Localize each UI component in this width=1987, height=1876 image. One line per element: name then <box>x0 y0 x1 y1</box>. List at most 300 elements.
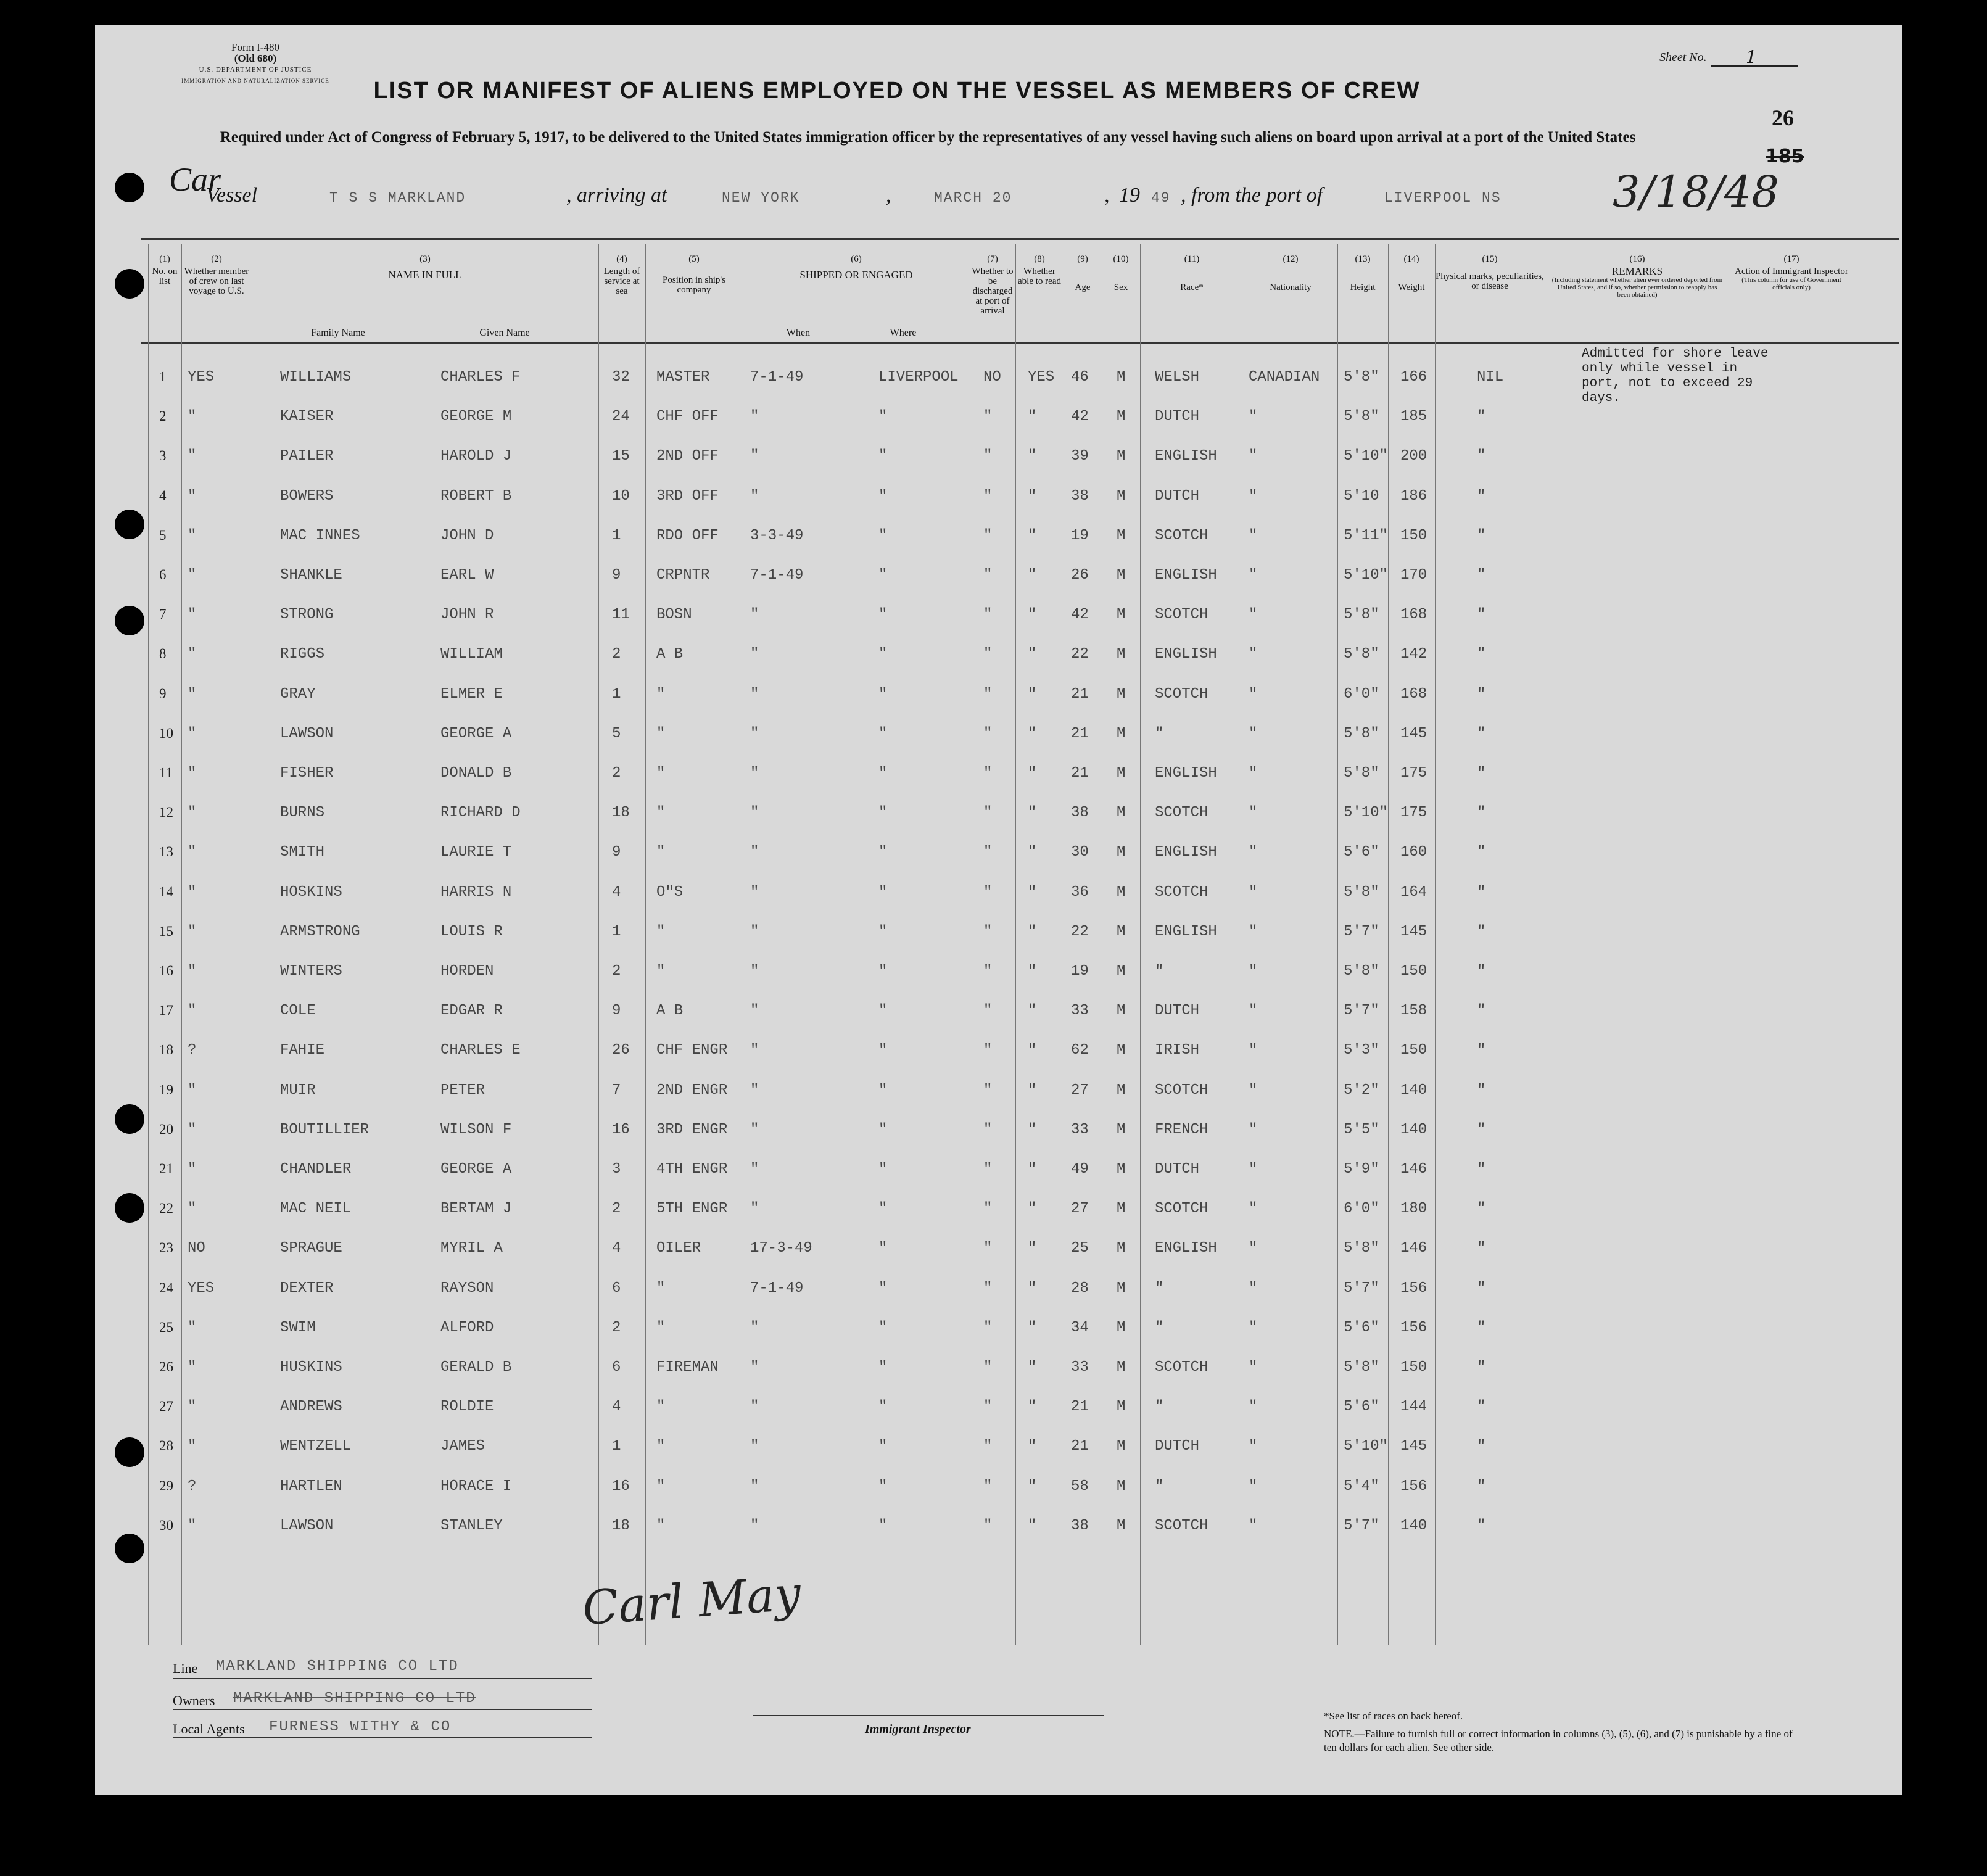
cell-nat: " <box>1249 408 1258 426</box>
cell-crew: " <box>188 1121 197 1138</box>
cell-position: " <box>656 1438 666 1455</box>
cell-position: 2ND OFF <box>656 448 719 465</box>
cell-family: MUIR <box>280 1081 316 1099</box>
cell-marks: " <box>1477 408 1486 426</box>
cell-sex: M <box>1117 1121 1126 1138</box>
column-label: Whether able to read <box>1018 267 1061 286</box>
cell-family: LAWSON <box>280 725 334 742</box>
cell-weight: 140 <box>1400 1121 1427 1138</box>
cell-nat: " <box>1249 1517 1258 1534</box>
cell-family: BOUTILLIER <box>280 1121 370 1138</box>
cell-when: " <box>750 1319 759 1336</box>
column-header <box>252 250 598 343</box>
cell-where: " <box>878 1477 888 1495</box>
cell-where: " <box>878 1399 888 1416</box>
cell-age: 33 <box>1071 1121 1089 1138</box>
cell-when: " <box>750 1438 759 1455</box>
cell-where: " <box>878 1279 888 1297</box>
manifest-page <box>95 25 1902 1795</box>
cell-read: " <box>1028 1477 1037 1495</box>
cell-marks: " <box>1477 1359 1486 1376</box>
local-agents-value: FURNESS WITHY & CO <box>269 1719 452 1735</box>
cell-race: DUTCH <box>1155 408 1200 426</box>
cell-given: GEORGE M <box>440 408 512 426</box>
cell-disch: " <box>983 1121 993 1138</box>
cell-where: " <box>878 487 888 505</box>
remarks-note: Admitted for shore leave only while vessel in port, not to exceed 29 days. <box>1582 347 1769 405</box>
table-row <box>95 1229 1902 1266</box>
cell-position: 5TH ENGR <box>656 1200 728 1218</box>
cell-weight: 150 <box>1400 1042 1427 1059</box>
cell-when: " <box>750 685 759 703</box>
cell-when: " <box>750 804 759 822</box>
column-number: (14) <box>1403 254 1419 264</box>
cell-given: GERALD B <box>440 1359 512 1376</box>
arriving-label: , arriving at <box>566 184 667 207</box>
cell-disch: " <box>983 448 993 465</box>
cell-sex: M <box>1117 1517 1126 1534</box>
column-header <box>1102 250 1140 343</box>
page-number: 26 <box>1772 105 1794 130</box>
column-label: Whether to be discharged at port of arrival <box>972 267 1014 316</box>
cell-position: OILER <box>656 1240 701 1257</box>
cell-weight: 156 <box>1400 1477 1427 1495</box>
cell-crew: ? <box>188 1042 197 1059</box>
cell-service: 7 <box>612 1081 621 1099</box>
cell-crew: YES <box>188 369 215 386</box>
cell-height: 5'8" <box>1344 606 1379 624</box>
cell-crew: " <box>188 448 197 465</box>
table-row <box>95 833 1902 870</box>
cell-position: " <box>656 725 666 742</box>
cell-read: " <box>1028 1399 1037 1416</box>
column-label: SHIPPED OR ENGAGED <box>799 269 913 281</box>
cell-given: MYRIL A <box>440 1240 503 1257</box>
cell-height: 5'8" <box>1344 765 1379 782</box>
cell-sex: M <box>1117 765 1126 782</box>
cell-height: 5'10" <box>1344 567 1389 584</box>
cell-when: " <box>750 448 759 465</box>
cell-marks: " <box>1477 646 1486 663</box>
cell-crew: " <box>188 1161 197 1178</box>
inspector-signature-line <box>753 1715 1104 1716</box>
column-number: (7) <box>987 254 998 264</box>
cell-when: " <box>750 408 759 426</box>
cell-family: HOSKINS <box>280 883 342 901</box>
cell-age: 27 <box>1071 1200 1089 1218</box>
cell-marks: " <box>1477 1279 1486 1297</box>
cell-disch: " <box>983 765 993 782</box>
table-row <box>95 912 1902 949</box>
cell-disch: NO <box>983 369 1001 386</box>
cell-sex: M <box>1117 1359 1126 1376</box>
cell-disch: " <box>983 1279 993 1297</box>
cell-race: SCOTCH <box>1155 883 1208 901</box>
footer-underline <box>173 1678 592 1679</box>
cell-position: CHF ENGR <box>656 1042 728 1059</box>
column-number: (11) <box>1184 254 1200 264</box>
cell-age: 46 <box>1071 369 1089 386</box>
column-label: No. on list <box>152 267 178 286</box>
cell-height: 5'8" <box>1344 408 1379 426</box>
cell-age: 21 <box>1071 1399 1089 1416</box>
cell-family: PAILER <box>280 448 334 465</box>
column-header <box>1545 250 1730 343</box>
table-row <box>95 556 1902 593</box>
cell-height: 6'0" <box>1344 685 1379 703</box>
column-label: Position in ship's company <box>663 275 725 295</box>
cell-height: 5'10" <box>1344 804 1389 822</box>
cell-no: 19 <box>159 1081 173 1097</box>
cell-height: 5'8" <box>1344 1359 1379 1376</box>
cell-crew: YES <box>188 1279 215 1297</box>
cell-position: MASTER <box>656 369 710 386</box>
cell-race: " <box>1155 1319 1164 1336</box>
cell-height: 5'4" <box>1344 1477 1379 1495</box>
cell-weight: 180 <box>1400 1200 1427 1218</box>
cell-no: 5 <box>159 527 167 543</box>
cell-sex: M <box>1117 527 1126 544</box>
cell-position: " <box>656 1477 666 1495</box>
cell-no: 3 <box>159 448 167 464</box>
cell-age: 33 <box>1071 1002 1089 1020</box>
cell-race: " <box>1155 963 1164 980</box>
cell-sex: M <box>1117 1319 1126 1336</box>
cell-height: 5'6" <box>1344 844 1379 861</box>
cell-no: 24 <box>159 1279 173 1295</box>
cell-when: " <box>750 725 759 742</box>
form-number: Form I-480 <box>231 41 279 53</box>
cell-crew: " <box>188 1517 197 1534</box>
cell-sex: M <box>1117 923 1126 940</box>
cell-service: 1 <box>612 527 621 544</box>
form-old-number: (Old 680) <box>234 52 277 64</box>
cell-nat: " <box>1249 1042 1258 1059</box>
cell-marks: " <box>1477 567 1486 584</box>
cell-sex: M <box>1117 1200 1126 1218</box>
cell-family: ANDREWS <box>280 1399 342 1416</box>
column-label: Nationality <box>1270 283 1312 292</box>
cell-read: " <box>1028 567 1037 584</box>
cell-sex: M <box>1117 606 1126 624</box>
cell-height: 5'8" <box>1344 646 1379 663</box>
cell-where: " <box>878 1438 888 1455</box>
column-number: (8) <box>1034 254 1045 264</box>
cell-where: " <box>878 646 888 663</box>
cell-where: " <box>878 685 888 703</box>
column-label: Weight <box>1398 283 1425 292</box>
cell-given: ROLDIE <box>440 1399 494 1416</box>
column-number: (4) <box>616 254 627 264</box>
table-row <box>95 1427 1902 1464</box>
handwritten-initials: Car <box>169 161 221 198</box>
cell-given: PETER <box>440 1081 485 1099</box>
cell-age: 42 <box>1071 408 1089 426</box>
cell-weight: 156 <box>1400 1279 1427 1297</box>
cell-no: 8 <box>159 646 167 662</box>
table-row <box>95 1506 1902 1543</box>
cell-marks: " <box>1477 765 1486 782</box>
column-header <box>743 250 970 343</box>
cell-position: FIREMAN <box>656 1359 719 1376</box>
cell-no: 10 <box>159 725 173 741</box>
cell-family: FAHIE <box>280 1042 325 1059</box>
cell-weight: 140 <box>1400 1081 1427 1099</box>
cell-when: " <box>750 923 759 940</box>
column-sublabel: Family Name <box>311 328 365 338</box>
cell-weight: 150 <box>1400 1359 1427 1376</box>
sheet-underline <box>1711 65 1798 67</box>
cell-disch: " <box>983 923 993 940</box>
cell-no: 22 <box>159 1200 173 1217</box>
cell-crew: " <box>188 1002 197 1020</box>
cell-given: GEORGE A <box>440 1161 512 1178</box>
cell-disch: " <box>983 567 993 584</box>
cell-given: RICHARD D <box>440 804 521 822</box>
cell-weight: 156 <box>1400 1319 1427 1336</box>
cell-height: 5'8" <box>1344 963 1379 980</box>
cell-nat: " <box>1249 487 1258 505</box>
cell-crew: " <box>188 408 197 426</box>
cell-weight: 158 <box>1400 1002 1427 1020</box>
cell-where: " <box>878 606 888 624</box>
table-row <box>95 635 1902 672</box>
table-row <box>95 754 1902 791</box>
cell-given: JAMES <box>440 1438 485 1455</box>
cell-height: 5'10 <box>1344 487 1379 505</box>
cell-position: " <box>656 1399 666 1416</box>
cell-when: " <box>750 1161 759 1178</box>
cell-race: ENGLISH <box>1155 923 1217 940</box>
cell-family: SMITH <box>280 844 325 861</box>
cell-where: " <box>878 527 888 544</box>
cell-read: " <box>1028 1002 1037 1020</box>
cell-height: 5'3" <box>1344 1042 1379 1059</box>
cell-given: EDGAR R <box>440 1002 503 1020</box>
cell-race: DUTCH <box>1155 1438 1200 1455</box>
arrival-port: NEW YORK <box>722 190 800 206</box>
cell-where: " <box>878 1359 888 1376</box>
cell-age: 62 <box>1071 1042 1089 1059</box>
year-suffix: 49 <box>1151 190 1171 206</box>
table-row <box>95 516 1902 553</box>
cell-weight: 168 <box>1400 685 1427 703</box>
form-department: U.S. DEPARTMENT OF JUSTICE <box>199 66 312 73</box>
cell-service: 9 <box>612 567 621 584</box>
column-number: (17) <box>1783 254 1799 264</box>
cell-when: " <box>750 1042 759 1059</box>
cell-given: ELMER E <box>440 685 503 703</box>
cell-service: 6 <box>612 1279 621 1297</box>
form-service: IMMIGRATION AND NATURALIZATION SERVICE <box>181 78 329 84</box>
cell-service: 6 <box>612 1359 621 1376</box>
cell-family: GRAY <box>280 685 316 703</box>
cell-service: 4 <box>612 883 621 901</box>
column-header <box>1337 250 1388 343</box>
cell-read: " <box>1028 765 1037 782</box>
cell-sex: M <box>1117 883 1126 901</box>
cell-crew: " <box>188 1438 197 1455</box>
cell-when: " <box>750 844 759 861</box>
cell-service: 10 <box>612 487 630 505</box>
cell-weight: 142 <box>1400 646 1427 663</box>
cell-nat: " <box>1249 606 1258 624</box>
column-label: Whether member of crew on last voyage to U.S. <box>184 267 249 296</box>
cell-crew: " <box>188 1200 197 1218</box>
cell-height: 5'8" <box>1344 725 1379 742</box>
cell-race: SCOTCH <box>1155 606 1208 624</box>
cell-when: " <box>750 1399 759 1416</box>
cell-weight: 150 <box>1400 527 1427 544</box>
cell-no: 21 <box>159 1161 173 1176</box>
cell-where: " <box>878 1240 888 1257</box>
cell-race: SCOTCH <box>1155 1200 1208 1218</box>
cell-when: " <box>750 1200 759 1218</box>
column-number: (15) <box>1482 254 1498 264</box>
cell-family: COLE <box>280 1002 316 1020</box>
cell-where: " <box>878 963 888 980</box>
cell-given: WILLIAM <box>440 646 503 663</box>
cell-where: " <box>878 883 888 901</box>
cell-height: 5'8" <box>1344 369 1379 386</box>
cell-marks: " <box>1477 1161 1486 1178</box>
cell-weight: 175 <box>1400 804 1427 822</box>
cell-disch: " <box>983 487 993 505</box>
cell-when: 3-3-49 <box>750 527 804 544</box>
cell-no: 1 <box>159 369 167 384</box>
cell-nat: " <box>1249 1121 1258 1138</box>
cell-sex: M <box>1117 1399 1126 1416</box>
cell-family: BOWERS <box>280 487 334 505</box>
cell-age: 25 <box>1071 1240 1089 1257</box>
cell-marks: " <box>1477 1477 1486 1495</box>
cell-nat: " <box>1249 1359 1258 1376</box>
column-number: (13) <box>1355 254 1371 264</box>
cell-race: ENGLISH <box>1155 646 1217 663</box>
column-label: REMARKS <box>1611 265 1663 277</box>
cell-sex: M <box>1117 567 1126 584</box>
cell-when: " <box>750 646 759 663</box>
cell-height: 5'7" <box>1344 1517 1379 1534</box>
cell-where: " <box>878 1002 888 1020</box>
cell-disch: " <box>983 1161 993 1178</box>
cell-given: HORACE I <box>440 1477 512 1495</box>
cell-age: 22 <box>1071 646 1089 663</box>
cell-age: 39 <box>1071 448 1089 465</box>
cell-read: " <box>1028 1359 1037 1376</box>
cell-weight: 168 <box>1400 606 1427 624</box>
cell-given: HARRIS N <box>440 883 512 901</box>
cell-service: 3 <box>612 1161 621 1178</box>
cell-family: SHANKLE <box>280 567 342 584</box>
cell-position: " <box>656 1279 666 1297</box>
cell-no: 25 <box>159 1319 173 1335</box>
cell-nat: " <box>1249 527 1258 544</box>
cell-when: " <box>750 765 759 782</box>
local-agents-label: Local Agents <box>173 1721 245 1737</box>
cell-position: RDO OFF <box>656 527 719 544</box>
cell-weight: 146 <box>1400 1161 1427 1178</box>
handwritten-date: 3/18/48 <box>1613 167 1779 217</box>
cell-read: " <box>1028 487 1037 505</box>
handwritten-signature: Carl May <box>580 1565 803 1636</box>
cell-age: 19 <box>1071 963 1089 980</box>
cell-position: A B <box>656 646 684 663</box>
cell-marks: " <box>1477 1399 1486 1416</box>
cell-service: 2 <box>612 646 621 663</box>
cell-disch: " <box>983 527 993 544</box>
cell-height: 5'10" <box>1344 448 1389 465</box>
table-row <box>95 714 1902 751</box>
cell-where: " <box>878 1081 888 1099</box>
cell-sex: M <box>1117 844 1126 861</box>
footer-underline <box>173 1709 592 1710</box>
cell-race: ENGLISH <box>1155 448 1217 465</box>
cell-position: 3RD ENGR <box>656 1121 728 1138</box>
cell-race: ENGLISH <box>1155 765 1217 782</box>
column-label: Physical marks, peculiarities, or disease <box>1436 271 1544 291</box>
cell-read: " <box>1028 1438 1037 1455</box>
column-sublabel: Given Name <box>479 328 530 338</box>
cell-age: 58 <box>1071 1477 1089 1495</box>
cell-no: 27 <box>159 1399 173 1415</box>
cell-no: 4 <box>159 487 167 503</box>
cell-service: 24 <box>612 408 630 426</box>
cell-position: 3RD OFF <box>656 487 719 505</box>
cell-height: 5'7" <box>1344 1002 1379 1020</box>
cell-crew: " <box>188 963 197 980</box>
cell-family: LAWSON <box>280 1517 334 1534</box>
cell-family: KAISER <box>280 408 334 426</box>
cell-nat: " <box>1249 1161 1258 1178</box>
column-label: NAME IN FULL <box>388 269 462 281</box>
cell-service: 1 <box>612 923 621 940</box>
table-row <box>95 873 1902 910</box>
cell-family: WENTZELL <box>280 1438 352 1455</box>
cell-sex: M <box>1117 1477 1126 1495</box>
cell-read: " <box>1028 844 1037 861</box>
cell-family: MAC INNES <box>280 527 360 544</box>
page-subtitle: Required under Act of Congress of February 5, 1917, to be delivered to the United States immigration officer by the representatives of any vessel having such aliens on board upon arrival at a port of the United States <box>220 129 1636 146</box>
cell-race: " <box>1155 1399 1164 1416</box>
cell-family: SWIM <box>280 1319 316 1336</box>
column-number: (3) <box>419 254 431 264</box>
cell-family: MAC NEIL <box>280 1200 352 1218</box>
cell-no: 23 <box>159 1240 173 1256</box>
cell-crew: " <box>188 883 197 901</box>
table-row <box>95 1189 1902 1226</box>
cell-nat: " <box>1249 1319 1258 1336</box>
table-row <box>95 1387 1902 1424</box>
cell-service: 11 <box>612 606 630 624</box>
cell-weight: 186 <box>1400 487 1427 505</box>
column-label: Age <box>1075 283 1091 292</box>
cell-when: 7-1-49 <box>750 369 804 386</box>
cell-nat: " <box>1249 883 1258 901</box>
cell-service: 2 <box>612 963 621 980</box>
cell-position: " <box>656 1517 666 1534</box>
cell-age: 42 <box>1071 606 1089 624</box>
cell-age: 27 <box>1071 1081 1089 1099</box>
cell-disch: " <box>983 1200 993 1218</box>
cell-marks: " <box>1477 1081 1486 1099</box>
cell-position: 4TH ENGR <box>656 1161 728 1178</box>
cell-where: " <box>878 1517 888 1534</box>
cell-disch: " <box>983 1240 993 1257</box>
cell-age: 38 <box>1071 1517 1089 1534</box>
cell-weight: 166 <box>1400 369 1427 386</box>
cell-given: JOHN R <box>440 606 494 624</box>
